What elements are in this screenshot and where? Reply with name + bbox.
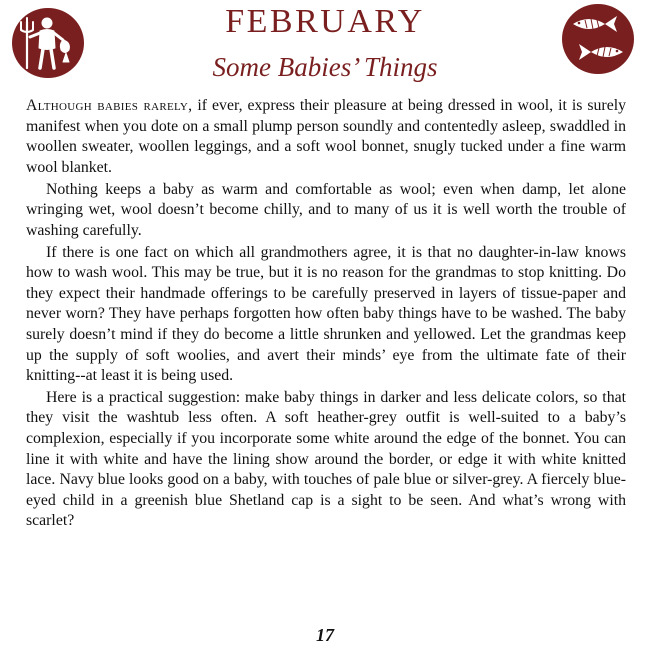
article-body	[26, 96, 626, 533]
chapter-subtitle: Some Babies’ Things	[212, 52, 438, 82]
paragraph-1	[26, 96, 626, 178]
paragraph-1-lead: Although babies rarely,	[26, 97, 193, 114]
paragraph-1-text: if ever, express their pleasure at being dressed in wool, it is surely manifest when you dote on a small plump person soundly and contentedly asleep, swaddled in woollen sweater, woollen leggings, and a soft wool bonnet, snugly tucked under a fine warm wool blanket.	[26, 97, 626, 176]
paragraph-4: Here is a practical suggestion: make baby things in darker and less delicate colors, so that they visit the washtub less often. A soft heather-grey outfit is well-suited to a baby’s complexion, especially if you incorporate some white around the edge of the bonnet. You can line it with white and have the lining show around the border, or edge it with white knitted lace. Navy blue looks good on a baby, with touches of pale blue or silver-grey. A fiercely blue-eyed child in a greenish blue Shetland cap is a sight to be seen. And what’s wrong with scarlet?	[26, 388, 626, 530]
paragraph-2: Nothing keeps a baby as warm and comfortable as wool; even when damp, let alone wringing wet, wool doesn’t become chilly, and to many of us it is well worth the trouble of washing carefully.	[26, 180, 626, 239]
page-number: 17	[316, 625, 334, 645]
month-title: FEBRUARY	[225, 3, 425, 40]
paragraph-3: If there is one fact on which all grandmothers agree, it is that no daughter-in-law knows how to wash wool. This may be true, but it is no reason for the grandmas to stop knitting. Do they expect their handmade offerings to be carefully preserved in layers of tissue-paper and never worn? They have perhaps forgotten how often baby things have to be washed. The baby surely doesn’t mind if they do become a little shrunken and yellowed. Let the grandmas keep up the supply of soft woolies, and avert their minds’ eye from the ultimate fate of their knitting--at least it is being used.	[26, 243, 626, 385]
